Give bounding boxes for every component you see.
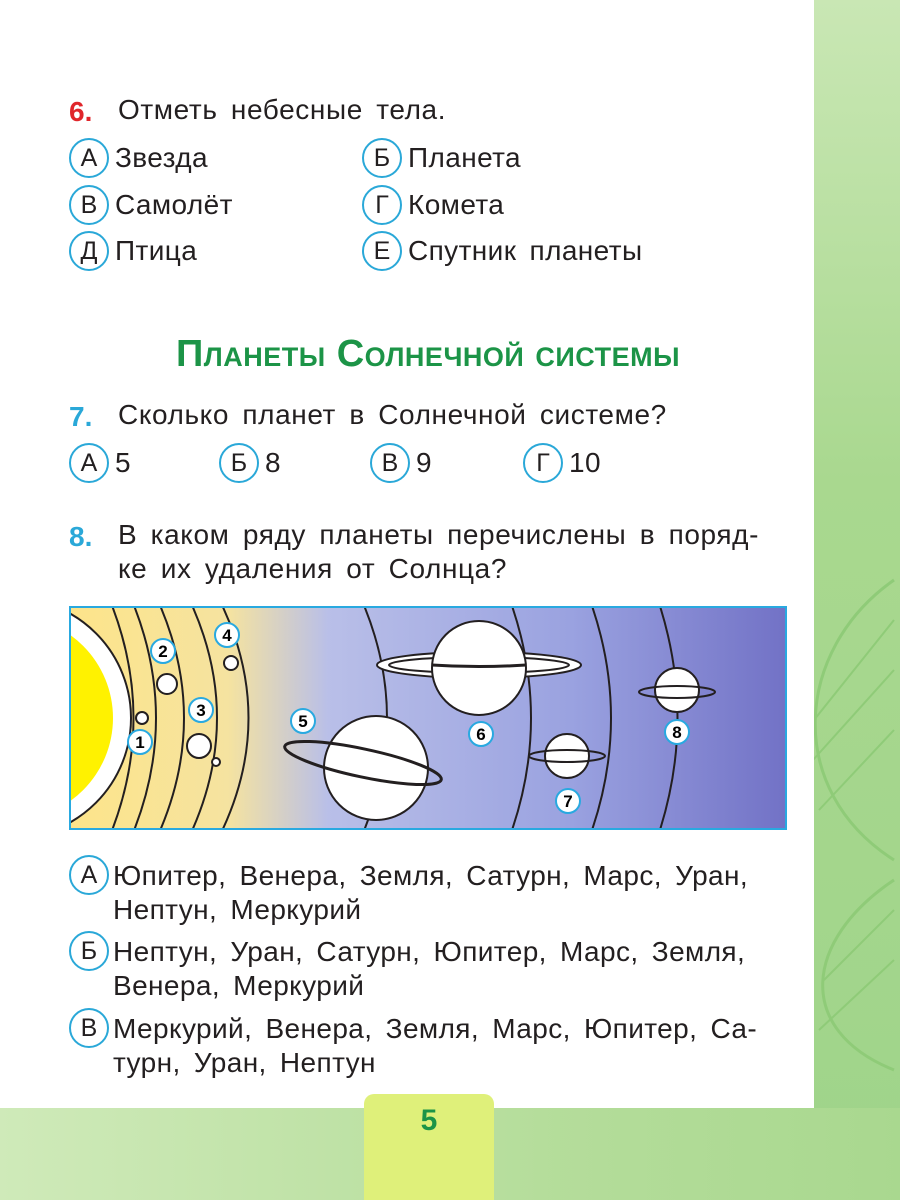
option-label: Планета bbox=[408, 142, 522, 173]
diagram-label-3 bbox=[189, 698, 213, 722]
option-label: Звезда bbox=[115, 142, 208, 173]
option-label: 9 bbox=[416, 447, 432, 478]
option-label bbox=[113, 859, 748, 927]
option-letter-badge: Б bbox=[219, 443, 259, 483]
option-letter-badge: Д bbox=[69, 231, 109, 271]
option-label-line-2: Нептун, Меркурий bbox=[113, 894, 362, 925]
question-6-text: Отметь небесные тела. bbox=[118, 94, 447, 125]
option-letter-badge: В bbox=[370, 443, 410, 483]
diagram-label-8 bbox=[665, 720, 689, 744]
option-label: Птица bbox=[115, 235, 198, 266]
svg-text:3: 3 bbox=[196, 701, 206, 720]
planet-1 bbox=[136, 712, 148, 724]
planet-2 bbox=[157, 674, 177, 694]
svg-text:2: 2 bbox=[158, 642, 168, 661]
q7-option-a[interactable] bbox=[69, 443, 131, 483]
option-label-line-1: Нептун, Уран, Сатурн, Юпитер, Марс, Земля, bbox=[113, 936, 746, 967]
svg-text:4: 4 bbox=[222, 626, 232, 645]
q6-option-g[interactable] bbox=[362, 185, 504, 225]
planet-4 bbox=[224, 656, 238, 670]
option-label: Комета bbox=[408, 189, 505, 220]
q6-option-a[interactable] bbox=[69, 138, 208, 178]
option-label: Спутник планеты bbox=[408, 235, 643, 266]
question-7-text: Сколько планет в Солнечной системе? bbox=[118, 399, 667, 430]
option-letter-badge: Б bbox=[362, 138, 402, 178]
diagram-label-6 bbox=[469, 722, 493, 746]
q6-option-b[interactable] bbox=[362, 138, 521, 178]
svg-text:5: 5 bbox=[298, 712, 308, 731]
option-label-line-2: турн, Уран, Нептун bbox=[113, 1047, 376, 1078]
option-letter-badge: В bbox=[69, 185, 109, 225]
option-label bbox=[113, 1012, 757, 1080]
solar-system-diagram bbox=[69, 606, 787, 830]
diagram-label-2 bbox=[151, 639, 175, 663]
option-label: 10 bbox=[569, 447, 601, 478]
option-letter-badge: А bbox=[69, 443, 109, 483]
option-label: Самолёт bbox=[115, 189, 233, 220]
q7-option-b[interactable] bbox=[219, 443, 281, 483]
option-letter-badge: Е bbox=[362, 231, 402, 271]
svg-text:1: 1 bbox=[135, 733, 145, 752]
question-6-number: 6. bbox=[69, 96, 93, 127]
diagram-label-4 bbox=[215, 623, 239, 647]
question-8-text-line-1: В каком ряду планеты перечислены в поряд- bbox=[118, 519, 760, 550]
option-label-line-1: Меркурий, Венера, Земля, Марс, Юпитер, Са- bbox=[113, 1013, 758, 1044]
option-letter-badge: А bbox=[69, 138, 109, 178]
option-letter-badge: Г bbox=[362, 185, 402, 225]
diagram-label-1 bbox=[128, 730, 152, 754]
q8-option-a[interactable] bbox=[69, 859, 748, 927]
q6-option-e[interactable] bbox=[362, 231, 642, 271]
option-label: 5 bbox=[115, 447, 131, 478]
page-number: 5 bbox=[420, 1104, 438, 1137]
q7-option-v[interactable] bbox=[370, 443, 432, 483]
question-8-text-line-2: ке их удаления от Солнца? bbox=[118, 553, 507, 584]
diagram-label-5 bbox=[291, 709, 315, 733]
option-letter-badge: Б bbox=[69, 931, 109, 971]
option-label-line-2: Венера, Меркурий bbox=[113, 970, 365, 1001]
q6-option-v[interactable] bbox=[69, 185, 233, 225]
q6-option-d[interactable] bbox=[69, 231, 197, 271]
option-letter-badge: В bbox=[69, 1008, 109, 1048]
question-8-number: 8. bbox=[69, 521, 93, 552]
question-7-number: 7. bbox=[69, 401, 93, 432]
svg-text:7: 7 bbox=[563, 792, 573, 811]
option-label-line-1: Юпитер, Венера, Земля, Сатурн, Марс, Уран, bbox=[113, 860, 749, 891]
diagram-label-7 bbox=[556, 789, 580, 813]
option-letter-badge: Г bbox=[523, 443, 563, 483]
q8-option-b[interactable] bbox=[69, 935, 745, 1003]
option-letter-badge: А bbox=[69, 855, 109, 895]
solar-system-illustration bbox=[71, 608, 785, 828]
svg-text:6: 6 bbox=[476, 725, 486, 744]
section-title: Планеты Солнечной системы bbox=[175, 333, 681, 375]
option-label: 8 bbox=[265, 447, 281, 478]
planet-3-moon bbox=[212, 758, 220, 766]
q8-option-v[interactable] bbox=[69, 1012, 757, 1080]
option-label bbox=[113, 935, 745, 1003]
planet-3 bbox=[187, 734, 211, 758]
page-background-right bbox=[814, 0, 900, 1200]
svg-text:8: 8 bbox=[672, 723, 682, 742]
q7-option-g[interactable] bbox=[523, 443, 601, 483]
